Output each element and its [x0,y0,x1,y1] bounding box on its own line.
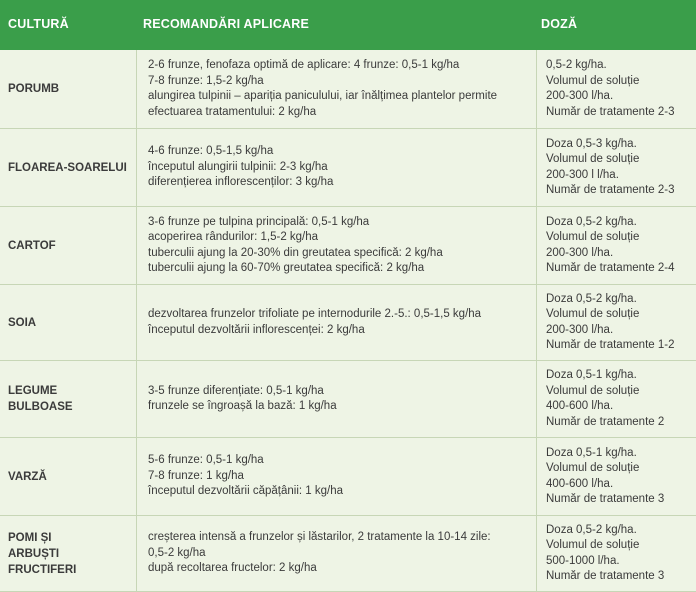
dose-line: Volumul de soluție [546,308,640,320]
header-recommendations: RECOMANDĂRI APLICARE [143,17,310,31]
table-row [0,50,696,129]
recommendation-line: 7-8 frunze: 1 kg/ha [148,469,244,482]
dose-line: Doza 0,5-1 kg/ha. [546,446,637,459]
recommendation-cell [148,207,533,284]
dose-cell [546,516,696,591]
recommendation-cell [148,285,533,360]
dose-cell [546,207,696,284]
table-row [0,129,696,207]
recommendation-line: efectuarea tratamentului: 2 kg/ha [148,105,317,118]
recommendation-line: diferențierea inflorescenților: 3 kg/ha [148,176,334,189]
recommendation-line: tuberculii ajung la 20-30% din greutatea specifică: 2 kg/ha [148,246,443,259]
dose-line: Număr de tratamente 2-3 [546,105,675,118]
recommendation-line: frunzele se îngroașă la bază: 1 kg/ha [148,400,337,412]
dose-line: Doza 0,5-3 kg/ha. [546,137,637,150]
recommendation-line: 3-6 frunze pe tulpina principală: 0,5-1 kg/ha [148,215,370,228]
crop-name: LEGUME BULBOASE [8,385,73,413]
dose-line: Volumul de soluție [546,231,640,243]
crop-name: VARZĂ [8,470,47,483]
recommendation-line: după recoltarea fructelor: 2 kg/ha [148,562,317,575]
recommendation-line: creșterea intensă a frunzelor și lăstarilor, 2 tratamente la 10-14 zile: [148,531,491,544]
dose-line: 500-1000 l/ha. [546,554,620,567]
recommendation-cell [148,129,533,206]
table-row [0,285,696,361]
dose-line: Volumul de soluție [546,384,640,397]
crop-name: SOIA [8,316,37,329]
table-row [0,438,696,516]
dose-line: Doza 0,5-1 kg/ha. [546,369,637,381]
column-divider [536,50,537,592]
dose-line: Număr de tratamente 2 [546,415,665,428]
recommendation-line: 7-8 frunze: 1,5-2 kg/ha [148,74,264,87]
recommendation-line: începutul dezvoltării inflorescenței: 2 kg/ha [148,323,365,336]
dose-cell [546,438,696,515]
dose-line: Volumul de soluție [546,153,640,165]
column-divider [136,50,137,592]
recommendation-line: 5-6 frunze: 0,5-1 kg/ha [148,454,264,467]
recommendation-line: tuberculii ajung la 60-70% greutatea specifică: 2 kg/ha [148,262,425,274]
dose-line: Volumul de soluție [546,539,640,551]
recommendation-line: alungirea tulpinii – apariția paniculului, iar înălțimea plantelor permite [148,90,498,102]
table-row [0,207,696,285]
recommendation-cell [148,438,533,515]
dose-line: 400-600 l/ha. [546,477,614,490]
dose-cell [546,361,696,437]
dose-line: Număr de tratamente 3 [546,570,665,582]
dose-line: Număr de tratamente 2-3 [546,184,675,196]
dose-line: Număr de tratamente 1-2 [546,339,675,351]
table-header [0,0,696,50]
table-row [0,516,696,592]
dose-line: Volumul de soluție [546,74,640,87]
recommendation-cell [148,50,533,128]
dose-line: 200-300 l/ha. [546,246,614,259]
dose-line: 400-600 l/ha. [546,400,614,412]
recommendation-line: dezvoltarea frunzelor trifoliate pe internodurile 2.-5.: 0,5-1,5 kg/ha [148,308,482,320]
dose-cell [546,285,696,360]
recommendation-line: începutul dezvoltării căpățânii: 1 kg/ha [148,485,343,498]
dose-line: 200-300 l l/ha. [546,168,619,181]
dose-line: 200-300 l/ha. [546,323,614,336]
dose-cell [546,50,696,128]
dose-line: Doza 0,5-2 kg/ha. [546,215,637,228]
recommendation-cell [148,361,533,437]
crop-name: PORUMB [8,83,60,95]
dose-cell [546,129,696,206]
dose-line: Număr de tratamente 2-4 [546,262,675,274]
header-dose: DOZĂ [541,17,578,31]
recommendation-line: 3-5 frunze diferențiate: 0,5-1 kg/ha [148,384,324,397]
table-row [0,361,696,438]
recommendation-line: 0,5-2 kg/ha [148,546,206,559]
dose-line: Număr de tratamente 3 [546,493,665,505]
recommendation-line: acoperirea rândurilor: 1,5-2 kg/ha [148,231,319,243]
dose-line: 0,5-2 kg/ha. [546,59,607,71]
crop-name: CARTOF [8,239,56,252]
dose-line: Volumul de soluție [546,462,640,474]
recommendation-line: 2-6 frunze, fenofaza optimă de aplicare: 4 frunze: 0,5-1 kg/ha [148,59,460,71]
recommendation-line: începutul alungirii tulpinii: 2-3 kg/ha [148,160,328,173]
recommendation-cell [148,516,533,591]
dose-line: Doza 0,5-2 kg/ha. [546,523,637,536]
dose-line: 200-300 l/ha. [546,90,614,102]
recommendation-line: 4-6 frunze: 0,5-1,5 kg/ha [148,145,274,158]
crop-name: FLOAREA-SOARELUI [8,161,127,174]
dose-line: Doza 0,5-2 kg/ha. [546,292,637,305]
crop-name: POMI ȘI ARBUȘTI FRUCTIFERI [8,531,77,576]
header-crop: CULTURĂ [8,17,69,31]
